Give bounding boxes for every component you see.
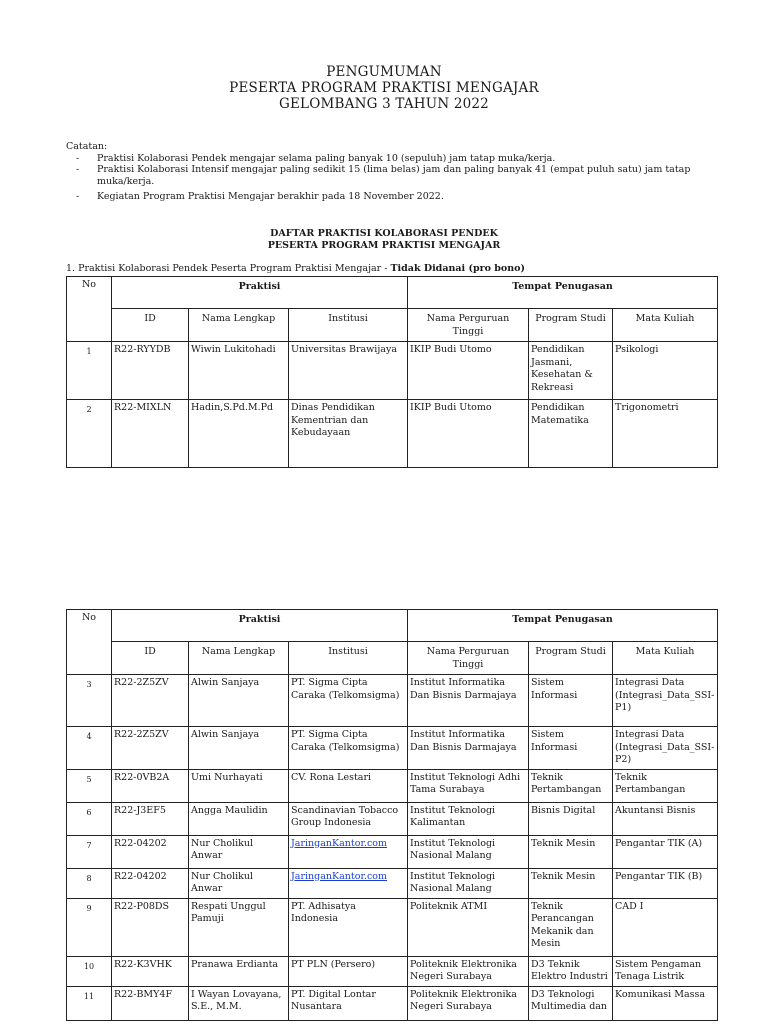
header-nama-lengkap: Nama Lengkap xyxy=(189,309,289,342)
institusi-link[interactable]: JaringanKantor.com xyxy=(291,870,388,882)
cell-program-studi: D3 Teknik Elektro Industri xyxy=(529,956,613,986)
header-no: No xyxy=(67,277,112,342)
note-item: - Praktisi Kolaborasi Intensif mengajar paling sedikit 15 (lima belas) jam dan paling banyak 41 (empat puluh satu) jam tatap muka/kerja. xyxy=(76,164,691,187)
header-tempat-penugasan: Tempat Penugasan xyxy=(408,610,718,642)
table-row xyxy=(67,400,718,468)
cell-institusi: PT. Sigma Cipta Caraka (Telkomsigma) xyxy=(289,675,408,727)
cell-perguruan-tinggi: IKIP Budi Utomo xyxy=(408,400,529,468)
cell-nama-lengkap: Nur Cholikul Anwar xyxy=(189,868,289,898)
cell-no: 4 xyxy=(67,727,112,770)
table-row xyxy=(67,868,718,898)
cell-no: 11 xyxy=(67,986,112,1020)
cell-program-studi: Teknik Pertambangan xyxy=(529,769,613,802)
header-nama-lengkap: Nama Lengkap xyxy=(189,642,289,675)
cell-mata-kuliah: Teknik Pertambangan xyxy=(613,769,718,802)
cell-id: R22-BMY4F xyxy=(112,986,189,1020)
header-perguruan-tinggi: Nama Perguruan Tinggi xyxy=(408,309,529,342)
header-institusi: Institusi xyxy=(289,642,408,675)
document-title xyxy=(0,64,768,112)
cell-no: 7 xyxy=(67,835,112,868)
header-praktisi: Praktisi xyxy=(112,610,408,642)
institusi-link[interactable]: JaringanKantor.com xyxy=(291,837,388,849)
note-item: - Kegiatan Program Praktisi Mengajar berakhir pada 18 November 2022. xyxy=(76,191,444,202)
cell-perguruan-tinggi: Institut Informatika Dan Bisnis Darmajaya xyxy=(408,675,529,727)
list-subtitle xyxy=(0,228,768,252)
table-row xyxy=(67,835,718,868)
header-program-studi: Program Studi xyxy=(529,309,613,342)
cell-perguruan-tinggi: Institut Teknologi Kalimantan xyxy=(408,802,529,835)
cell-institusi xyxy=(289,835,408,868)
header-praktisi: Praktisi xyxy=(112,277,408,309)
table-row xyxy=(67,727,718,770)
cell-perguruan-tinggi: Institut Teknologi Nasional Malang xyxy=(408,835,529,868)
cell-no: 2 xyxy=(67,400,112,468)
notes-label: Catatan: xyxy=(66,141,108,152)
cell-no: 3 xyxy=(67,675,112,727)
cell-nama-lengkap: Wiwin Lukitohadi xyxy=(189,342,289,400)
header-id: ID xyxy=(112,309,189,342)
header-id: ID xyxy=(112,642,189,675)
cell-id: R22-J3EF5 xyxy=(112,802,189,835)
cell-nama-lengkap: I Wayan Lovayana, S.E., M.M. xyxy=(189,986,289,1020)
table-row xyxy=(67,986,718,1020)
cell-id: R22-MIXLN xyxy=(112,400,189,468)
cell-institusi: PT PLN (Persero) xyxy=(289,956,408,986)
cell-nama-lengkap: Nur Cholikul Anwar xyxy=(189,835,289,868)
cell-mata-kuliah: Pengantar TIK (B) xyxy=(613,868,718,898)
table-row xyxy=(67,342,718,400)
cell-mata-kuliah: Integrasi Data (Integrasi_Data_SSI-P1) xyxy=(613,675,718,727)
title-line-2: PESERTA PROGRAM PRAKTISI MENGAJAR xyxy=(229,80,539,96)
table-row xyxy=(67,769,718,802)
header-program-studi: Program Studi xyxy=(529,642,613,675)
cell-nama-lengkap: Alwin Sanjaya xyxy=(189,727,289,770)
cell-mata-kuliah: Pengantar TIK (A) xyxy=(613,835,718,868)
table-row xyxy=(67,675,718,727)
subtitle-line-2: PESERTA PROGRAM PRAKTISI MENGAJAR xyxy=(267,240,501,251)
table-row xyxy=(67,956,718,986)
cell-mata-kuliah: Integrasi Data (Integrasi_Data_SSI-P2) xyxy=(613,727,718,770)
cell-id: R22-04202 xyxy=(112,835,189,868)
table-row xyxy=(67,898,718,956)
cell-id: R22-P08DS xyxy=(112,898,189,956)
cell-perguruan-tinggi: Institut Teknologi Adhi Tama Surabaya xyxy=(408,769,529,802)
note-item: - Praktisi Kolaborasi Pendek mengajar selama paling banyak 10 (sepuluh) jam tatap muka/kerja. xyxy=(76,152,556,164)
cell-program-studi: Bisnis Digital xyxy=(529,802,613,835)
title-line-1: PENGUMUMAN xyxy=(326,64,442,80)
cell-id: R22-0VB2A xyxy=(112,769,189,802)
header-mata-kuliah: Mata Kuliah xyxy=(613,642,718,675)
cell-institusi: Universitas Brawijaya xyxy=(289,342,408,400)
cell-no: 6 xyxy=(67,802,112,835)
cell-institusi: PT. Digital Lontar Nusantara xyxy=(289,986,408,1020)
cell-nama-lengkap: Angga Maulidin xyxy=(189,802,289,835)
header-institusi: Institusi xyxy=(289,309,408,342)
cell-no: 5 xyxy=(67,769,112,802)
title-line-3: GELOMBANG 3 TAHUN 2022 xyxy=(279,96,489,112)
cell-perguruan-tinggi: Politeknik Elektronika Negeri Surabaya xyxy=(408,956,529,986)
cell-perguruan-tinggi: Politeknik Elektronika Negeri Surabaya xyxy=(408,986,529,1020)
participants-table-1 xyxy=(66,276,718,468)
cell-program-studi: Teknik Mesin xyxy=(529,835,613,868)
cell-institusi: PT. Sigma Cipta Caraka (Telkomsigma) xyxy=(289,727,408,770)
cell-mata-kuliah: CAD I xyxy=(613,898,718,956)
cell-institusi xyxy=(289,868,408,898)
cell-no: 1 xyxy=(67,342,112,400)
cell-nama-lengkap: Umi Nurhayati xyxy=(189,769,289,802)
cell-no: 10 xyxy=(67,956,112,986)
cell-program-studi: Sistem Informasi xyxy=(529,727,613,770)
cell-nama-lengkap: Hadin,S.Pd.M.Pd xyxy=(189,400,289,468)
header-no: No xyxy=(67,610,112,675)
cell-nama-lengkap: Pranawa Erdianta xyxy=(189,956,289,986)
cell-no: 8 xyxy=(67,868,112,898)
cell-id: R22-2Z5ZV xyxy=(112,727,189,770)
section-1-label: 1. Praktisi Kolaborasi Pendek Peserta Program Praktisi Mengajar - Tidak Didanai (pro bono) xyxy=(66,263,525,274)
header-mata-kuliah: Mata Kuliah xyxy=(613,309,718,342)
cell-institusi: Scandinavian Tobacco Group Indonesia xyxy=(289,802,408,835)
cell-program-studi: Pendidikan Matematika xyxy=(529,400,613,468)
cell-no: 9 xyxy=(67,898,112,956)
cell-mata-kuliah: Akuntansi Bisnis xyxy=(613,802,718,835)
cell-id: R22-04202 xyxy=(112,868,189,898)
header-tempat-penugasan: Tempat Penugasan xyxy=(408,277,718,309)
cell-mata-kuliah: Sistem Pengaman Tenaga Listrik xyxy=(613,956,718,986)
cell-nama-lengkap: Respati Unggul Pamuji xyxy=(189,898,289,956)
cell-perguruan-tinggi: Politeknik ATMI xyxy=(408,898,529,956)
cell-institusi: Dinas Pendidikan Kementrian dan Kebudayaan xyxy=(289,400,408,468)
cell-program-studi: Sistem Informasi xyxy=(529,675,613,727)
subtitle-line-1: DAFTAR PRAKTISI KOLABORASI PENDEK xyxy=(270,228,498,239)
cell-nama-lengkap: Alwin Sanjaya xyxy=(189,675,289,727)
cell-mata-kuliah: Komunikasi Massa xyxy=(613,986,718,1020)
cell-perguruan-tinggi: IKIP Budi Utomo xyxy=(408,342,529,400)
cell-program-studi: Teknik Mesin xyxy=(529,868,613,898)
cell-mata-kuliah: Psikologi xyxy=(613,342,718,400)
cell-program-studi: Teknik Perancangan Mekanik dan Mesin xyxy=(529,898,613,956)
cell-perguruan-tinggi: Institut Teknologi Nasional Malang xyxy=(408,868,529,898)
cell-mata-kuliah: Trigonometri xyxy=(613,400,718,468)
cell-id: R22-RYYDB xyxy=(112,342,189,400)
header-perguruan-tinggi: Nama Perguruan Tinggi xyxy=(408,642,529,675)
cell-id: R22-K3VHK xyxy=(112,956,189,986)
cell-program-studi: Pendidikan Jasmani, Kesehatan & Rekreasi xyxy=(529,342,613,400)
cell-institusi: PT. Adhisatya Indonesia xyxy=(289,898,408,956)
participants-table-2 xyxy=(66,609,718,1021)
cell-institusi: CV. Rona Lestari xyxy=(289,769,408,802)
cell-perguruan-tinggi: Institut Informatika Dan Bisnis Darmajaya xyxy=(408,727,529,770)
notes-section xyxy=(66,141,716,203)
table-row xyxy=(67,802,718,835)
cell-id: R22-2Z5ZV xyxy=(112,675,189,727)
cell-program-studi: D3 Teknologi Multimedia dan xyxy=(529,986,613,1020)
